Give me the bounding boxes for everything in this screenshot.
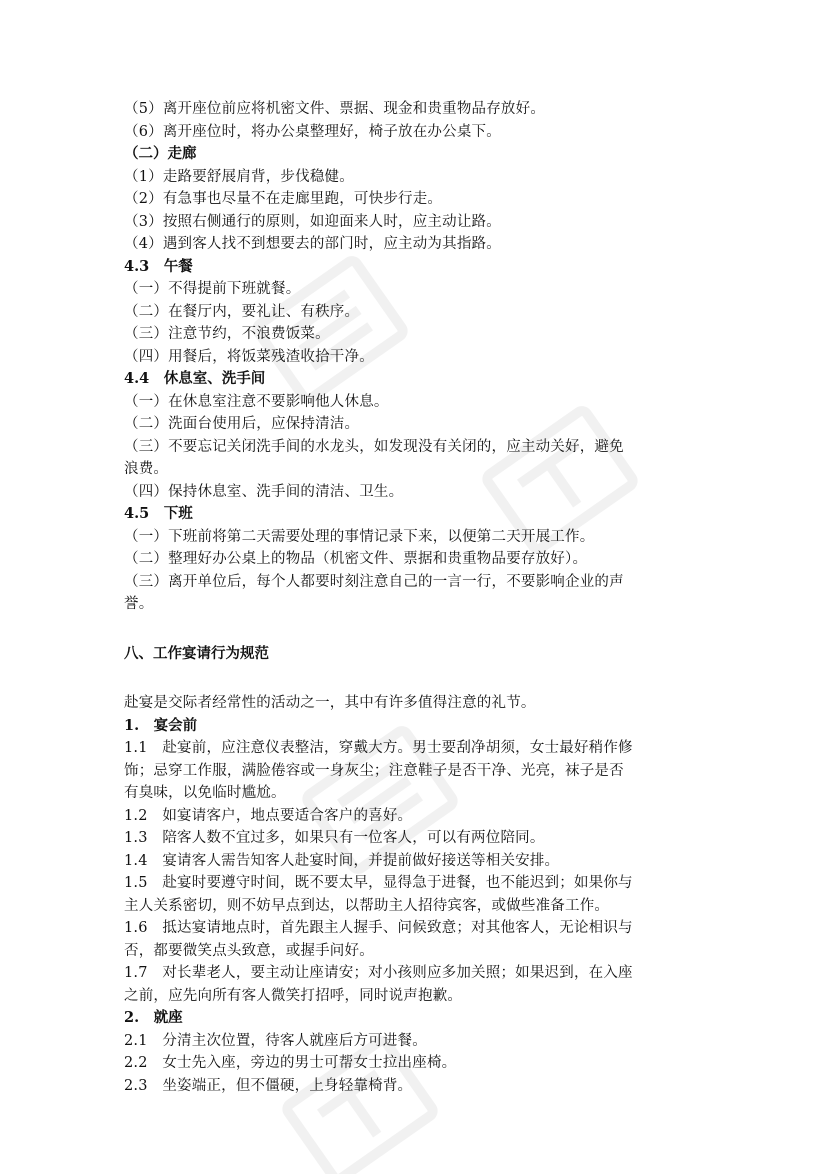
list-item: 1.6 抵达宴请地点时，首先跟主人握手、问候致意；对其他客人，无论相识与 bbox=[124, 920, 633, 936]
section-heading-restroom: 4.4 休息室、洗手间 bbox=[124, 370, 266, 387]
list-item-continued: 誉。 bbox=[124, 596, 154, 612]
list-item-continued: 饰；忌穿工作服，满脸倦容或一身灰尘；注意鞋子是否干净、光亮，袜子是否 bbox=[124, 762, 624, 779]
list-item: （四）用餐后，将饭菜残渣收拾干净。 bbox=[124, 348, 374, 365]
list-item-continued: 否，都要微笑点头致意，或握手问好。 bbox=[124, 942, 374, 959]
list-item-continued: 之前，应先向所有客人微笑打招呼，同时说声抱歉。 bbox=[124, 987, 463, 1004]
section-heading-offwork: 4.5 下班 bbox=[124, 505, 193, 522]
list-item: （一）在休息室注意不要影响他人休息。 bbox=[124, 393, 389, 410]
list-item: （二）整理好办公桌上的物品（机密文件、票据和贵重物品要存放好）。 bbox=[124, 551, 588, 567]
list-item: 1.3 陪客人数不宜过多，如果只有一位客人，可以有两位陪同。 bbox=[124, 830, 545, 846]
list-item: 2.2 女士先入座，旁边的男士可帮女士拉出座椅。 bbox=[124, 1055, 457, 1071]
subsection-heading-seating: 2. 就座 bbox=[124, 1009, 183, 1026]
paragraph-line: （5）离开座位前应将机密文件、票据、现金和贵重物品存放好。 bbox=[124, 101, 546, 117]
list-item: 2.1 分清主次位置，待客人就座后方可进餐。 bbox=[124, 1032, 427, 1049]
list-item: （3）按照右侧通行的原则，如迎面来人时，应主动让路。 bbox=[124, 213, 501, 230]
list-item-continued: 浪费。 bbox=[124, 461, 169, 477]
list-item: （一）不得提前下班就餐。 bbox=[124, 281, 301, 297]
list-item-continued: 主人关系密切，则不妨早点到达，以帮助主人招待宾客，或做些准备工作。 bbox=[124, 897, 610, 914]
list-item: （2）有急事也尽量不在走廊里跑，可快步行走。 bbox=[124, 191, 443, 207]
list-item: （三）不要忘记关闭洗手间的水龙头，如发现没有关闭的，应主动关好，避免 bbox=[124, 438, 624, 455]
list-item: （二）在餐厅内，要礼让、有秩序。 bbox=[124, 303, 360, 320]
section-heading-lunch: 4.3 午餐 bbox=[124, 257, 193, 275]
intro-paragraph: 赴宴是交际者经常性的活动之一，其中有许多值得注意的礼节。 bbox=[124, 695, 536, 711]
list-item: 1.5 赴宴时要遵守时间，既不要太早，显得急于进餐，也不能迟到；如果你与 bbox=[124, 875, 633, 891]
chapter-title: 八、工作宴请行为规范 bbox=[124, 644, 269, 662]
list-item: 1.7 对长辈老人，要主动让座请安；对小孩则应多加关照；如果迟到，在入座 bbox=[124, 965, 633, 981]
paragraph-line: （6）离开座位时，将办公桌整理好，椅子放在办公桌下。 bbox=[124, 123, 501, 140]
list-item: （三）离开单位后，每个人都要时刻注意自己的一言一行，不要影响企业的声 bbox=[124, 573, 624, 590]
list-item: （二）洗面台使用后，应保持清洁。 bbox=[124, 416, 360, 432]
section-heading-corridor: （二）走廊 bbox=[124, 145, 197, 162]
list-item: （4）遇到客人找不到想要去的部门时，应主动为其指路。 bbox=[124, 236, 501, 252]
list-item: （1）走路要舒展肩背，步伐稳健。 bbox=[124, 168, 354, 185]
list-item: 2.3 坐姿端正，但不僵硬，上身轻靠椅背。 bbox=[124, 1077, 413, 1094]
list-item: （三）注意节约，不浪费饭菜。 bbox=[124, 326, 330, 342]
list-item: （一）下班前将第二天需要处理的事情记录下来，以便第二天开展工作。 bbox=[124, 528, 595, 545]
list-item: 1.1 赴宴前，应注意仪表整洁，穿戴大方。男士要刮净胡须，女士最好稍作修 bbox=[124, 740, 633, 756]
document-body bbox=[124, 98, 720, 1097]
list-item-continued: 有臭味，以免临时尴尬。 bbox=[124, 785, 286, 801]
subsection-heading-before-banquet: 1. 宴会前 bbox=[124, 716, 198, 734]
list-item: 1.4 宴请客人需告知客人赴宴时间，并提前做好接送等相关安排。 bbox=[124, 852, 560, 869]
list-item: 1.2 如宴请客户，地点要适合客户的喜好。 bbox=[124, 807, 413, 824]
list-item: （四）保持休息室、洗手间的清洁、卫生。 bbox=[124, 483, 404, 500]
